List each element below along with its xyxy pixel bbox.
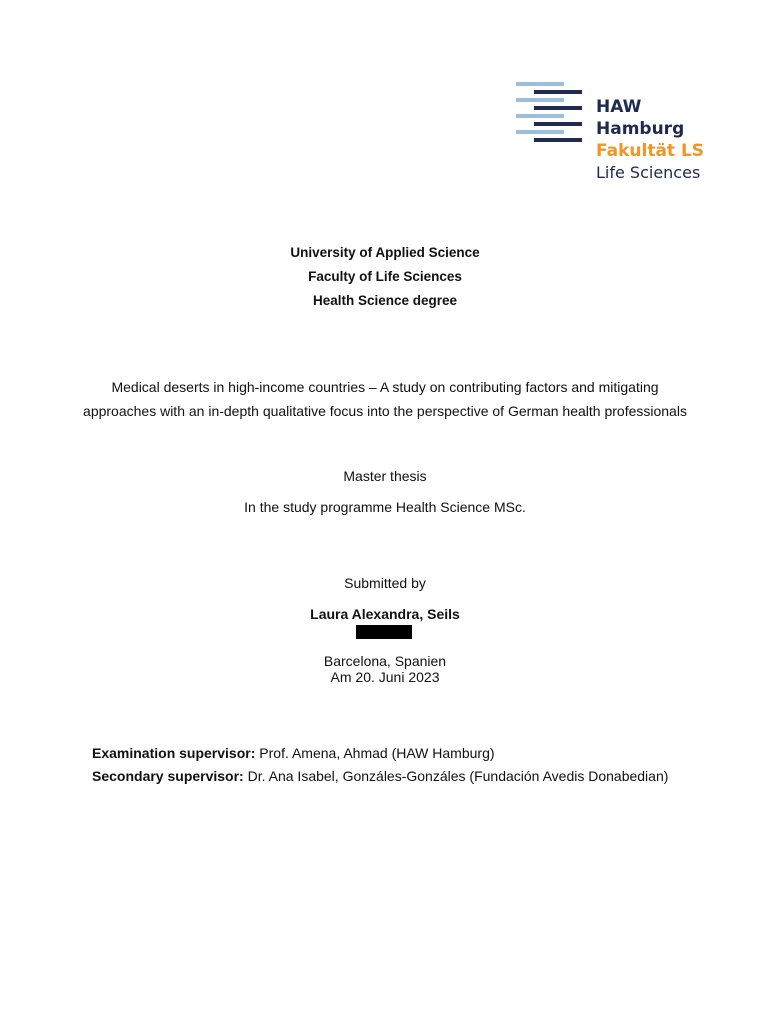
secondary-supervisor-label: Secondary supervisor: <box>92 768 244 784</box>
author-name: Laura Alexandra, Seils <box>310 606 460 622</box>
examination-supervisor-value: Prof. Amena, Ahmad (HAW Hamburg) <box>259 745 495 761</box>
logo-stripes-icon <box>516 82 582 146</box>
degree-name: Health Science degree <box>312 293 458 308</box>
submitted-by-label: Submitted by <box>344 575 426 591</box>
logo-text <box>596 96 724 184</box>
examination-supervisor <box>92 742 668 765</box>
thesis-type: Master thesis <box>343 468 427 484</box>
thesis-title: Medical deserts in high-income countries – A study on contributing factors and mitigating approaches with an in-depth qualitative focus into the perspective of German health professionals <box>83 379 687 419</box>
logo-department: Life Sciences <box>596 163 701 182</box>
logo-university-name: HAW Hamburg <box>596 97 685 139</box>
institution-block <box>0 241 770 313</box>
university-name: University of Applied Science <box>290 245 480 260</box>
logo-faculty: Fakultät LS <box>596 141 705 161</box>
examination-supervisor-label: Examination supervisor: <box>92 745 256 761</box>
haw-hamburg-logo <box>512 82 724 182</box>
study-programme: In the study programme Health Science MSc. <box>244 499 526 515</box>
submission-place: Barcelona, Spanien <box>323 653 447 669</box>
redaction-bar <box>356 625 412 639</box>
faculty-name: Faculty of Life Sciences <box>308 269 462 284</box>
supervisors-block <box>92 742 668 788</box>
submission-date: Am 20. Juni 2023 <box>330 669 440 685</box>
secondary-supervisor <box>92 765 668 788</box>
secondary-supervisor-value: Dr. Ana Isabel, Gonzáles-Gonzáles (Fundación Avedis Donabedian) <box>247 768 669 784</box>
